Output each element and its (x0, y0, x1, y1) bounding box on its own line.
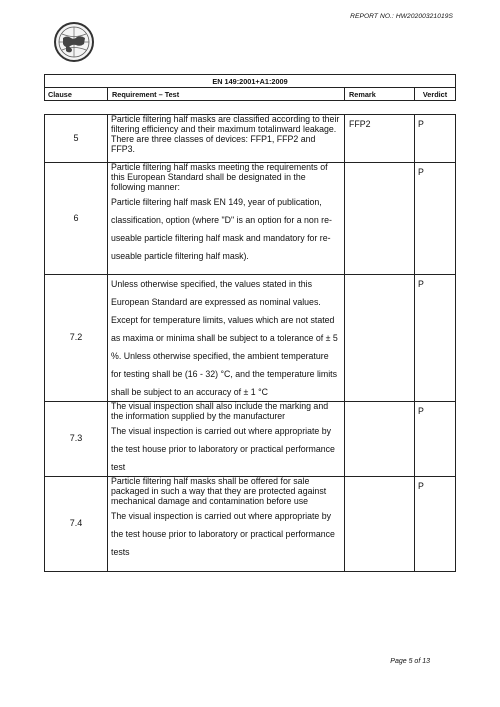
verdict-cell: P (415, 163, 456, 275)
clause-cell: 6 (45, 163, 108, 275)
verdict-cell: P (415, 275, 456, 402)
requirement-text: The visual inspection is carried out where appropriate by the test house prior to laboratory or practical performance tests (111, 510, 335, 557)
requirement-text: Particle filtering half mask EN 149, year of publication, classification, option (where "D" is an option for a non re-useable particle filtering half mask and mandatory for re-useable particle filtering half mask). (111, 196, 332, 261)
remark-cell: FFP2 (345, 115, 415, 163)
requirement-text: Particle filtering half masks are classified according to their filtering efficiency and their maximum totalinward leakage. There are three classes of devices: FFP1, FFP2 and FFP3. (111, 114, 340, 154)
requirement-text: Unless otherwise specified, the values stated in this European Standard are expressed as nominal values. Except for temperature limits, values which are not stated as maxima or minima shall be subject to a tolerance of ± 5 %. Unless otherwise specified, the ambient temperature for testing shall be (16 - 32) °C, and the temperature limits shall be subject to an accuracy of ± 1 °C (111, 279, 338, 397)
column-header-requirement: Requirement – Test (108, 88, 345, 101)
requirements-table (44, 114, 456, 572)
table-row (45, 476, 456, 571)
table-row (45, 115, 456, 163)
company-logo (52, 20, 96, 64)
requirement-cell (108, 476, 345, 571)
remark-cell (345, 275, 415, 402)
verdict-cell: P (415, 402, 456, 477)
verdict-cell: P (415, 476, 456, 571)
clause-cell: 5 (45, 115, 108, 163)
column-header-remark: Remark (345, 88, 415, 101)
requirement-cell (108, 163, 345, 275)
standard-header-table (44, 74, 456, 101)
requirement-text: The visual inspection shall also include the marking and the information supplied by the manufacturer (111, 401, 329, 421)
clause-cell: 7.3 (45, 402, 108, 477)
clause-cell: 7.4 (45, 476, 108, 571)
table-row (45, 275, 456, 402)
standard-title: EN 149:2001+A1:2009 (45, 75, 456, 88)
requirement-text: Particle filtering half masks shall be offered for sale packaged in such a way that they are protected against mechanical damage and contamination before use (111, 475, 327, 506)
table-row (45, 402, 456, 477)
table-row (45, 163, 456, 275)
clause-cell: 7.2 (45, 275, 108, 402)
requirement-cell (108, 115, 345, 163)
column-header-clause: Clause (45, 88, 108, 101)
verdict-cell: P (415, 115, 456, 163)
requirement-cell (108, 402, 345, 477)
report-number: REPORT NO.: HW20200321019S (350, 13, 453, 20)
requirement-cell (108, 275, 345, 402)
column-header-verdict: Verdict (415, 88, 456, 101)
requirement-text: The visual inspection is carried out where appropriate by the test house prior to laboratory or practical performance test (111, 425, 335, 472)
remark-cell (345, 402, 415, 477)
remark-cell (345, 476, 415, 571)
remark-cell (345, 163, 415, 275)
requirement-text: Particle filtering half masks meeting the requirements of this European Standard shall be designated in the following manner: (111, 162, 328, 192)
page-number: Page 5 of 13 (390, 658, 430, 665)
